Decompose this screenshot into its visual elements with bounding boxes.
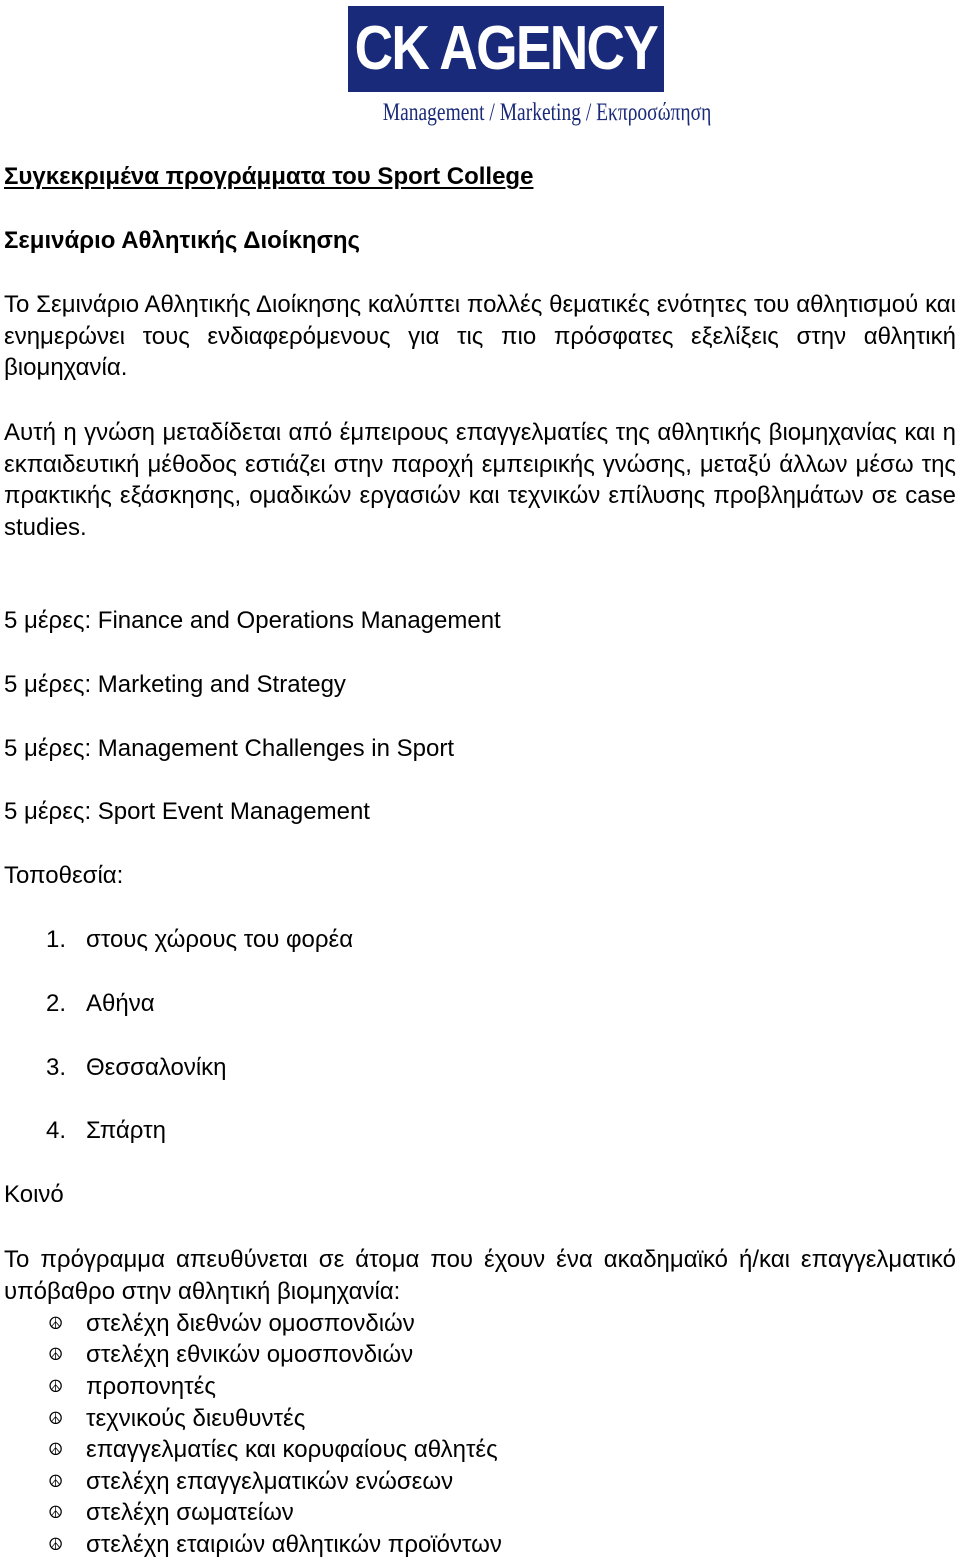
audience-item [4, 1434, 502, 1466]
audience-item [4, 1529, 502, 1561]
peace-sign-icon: ☮ [48, 1534, 64, 1554]
peace-sign-icon: ☮ [48, 1313, 64, 1333]
audience-intro: Το πρόγραμμα απευθύνεται σε άτομα που έχουν ένα ακαδημαϊκό ή/και επαγγελματικό υπόβαθρο στην αθλητική βιομηχανία: [4, 1246, 956, 1305]
location-item [46, 925, 353, 955]
module-item: 5 μέρες: Sport Event Management [4, 798, 370, 825]
audience-item [4, 1371, 502, 1403]
intro-paragraph: Το Σεμινάριο Αθλητικής Διοίκησης καλύπτει πολλές θεματικές ενότητες του αθλητισμού και ενημερώνει τους ενδιαφερόμενους για τις πιο πρόσφατες εξελίξεις στην αθλητική βιομηχανία. [4, 291, 956, 381]
location-item [46, 1053, 227, 1083]
peace-sign-icon: ☮ [48, 1471, 64, 1491]
logo-banner [348, 6, 664, 92]
audience-text: στελέχη σωματείων [86, 1499, 294, 1527]
module-item: 5 μέρες: Management Challenges in Sport [4, 735, 455, 762]
peace-sign-icon: ☮ [48, 1408, 64, 1428]
location-label: Τοποθεσία: [4, 862, 124, 889]
peace-sign-icon: ☮ [48, 1345, 64, 1365]
audience-item [4, 1340, 502, 1372]
audience-item [4, 1308, 502, 1340]
audience-text: τεχνικούς διευθυντές [86, 1404, 306, 1432]
audience-text: στελέχη διεθνών ομοσπονδιών [86, 1309, 415, 1337]
location-number: 4. [46, 1117, 67, 1144]
audience-item [4, 1403, 502, 1435]
audience-text: στελέχη εταιριών αθλητικών προϊόντων [86, 1530, 502, 1558]
location-text: Σπάρτη [86, 1117, 166, 1144]
module-item: 5 μέρες: Marketing and Strategy [4, 671, 346, 698]
peace-sign-icon: ☮ [48, 1503, 64, 1523]
location-text: στους χώρους του φορέα [86, 926, 354, 953]
peace-sign-icon: ☮ [48, 1376, 64, 1396]
audience-list [4, 1308, 502, 1561]
audience-item [4, 1498, 502, 1530]
location-number: 2. [46, 990, 67, 1017]
audience-text: στελέχη επαγγελματικών ενώσεων [86, 1467, 454, 1495]
document-title: Συγκεκριμένα προγράμματα του Sport College [4, 163, 534, 190]
audience-item [4, 1466, 502, 1498]
section-heading: Σεμινάριο Αθλητικής Διοίκησης [4, 227, 361, 254]
location-item [46, 1116, 166, 1146]
method-paragraph: Αυτή η γνώση μεταδίδεται από έμπειρους επαγγελματίες της αθλητικής βιομηχανίας και η εκπαιδευτική μέθοδος εστιάζει στην παροχή εμπειρικής γνώσης, μεταξύ άλλων μέσω της πρακτικής εξάσκησης, ομαδικών εργασιών και τεχνικών επίλυσης προβλημάτων σε case studies. [4, 419, 956, 541]
audience-text: στελέχη εθνικών ομοσπονδιών [86, 1341, 414, 1369]
location-number: 1. [46, 926, 67, 953]
audience-text: επαγγελματίες και κορυφαίους αθλητές [86, 1436, 498, 1464]
location-text: Θεσσαλονίκη [86, 1054, 227, 1081]
peace-sign-icon: ☮ [48, 1440, 64, 1460]
location-text: Αθήνα [86, 990, 155, 1017]
module-item: 5 μέρες: Finance and Operations Management [4, 607, 501, 634]
logo-name: CK AGENCY [354, 14, 658, 83]
audience-text: προπονητές [86, 1372, 216, 1400]
ck-agency-logo [348, 6, 712, 130]
logo-tagline: Management / Marketing / Εκπροσώπηση [382, 99, 712, 126]
location-item [46, 989, 155, 1019]
location-number: 3. [46, 1054, 67, 1081]
audience-label: Κοινό [4, 1181, 64, 1208]
